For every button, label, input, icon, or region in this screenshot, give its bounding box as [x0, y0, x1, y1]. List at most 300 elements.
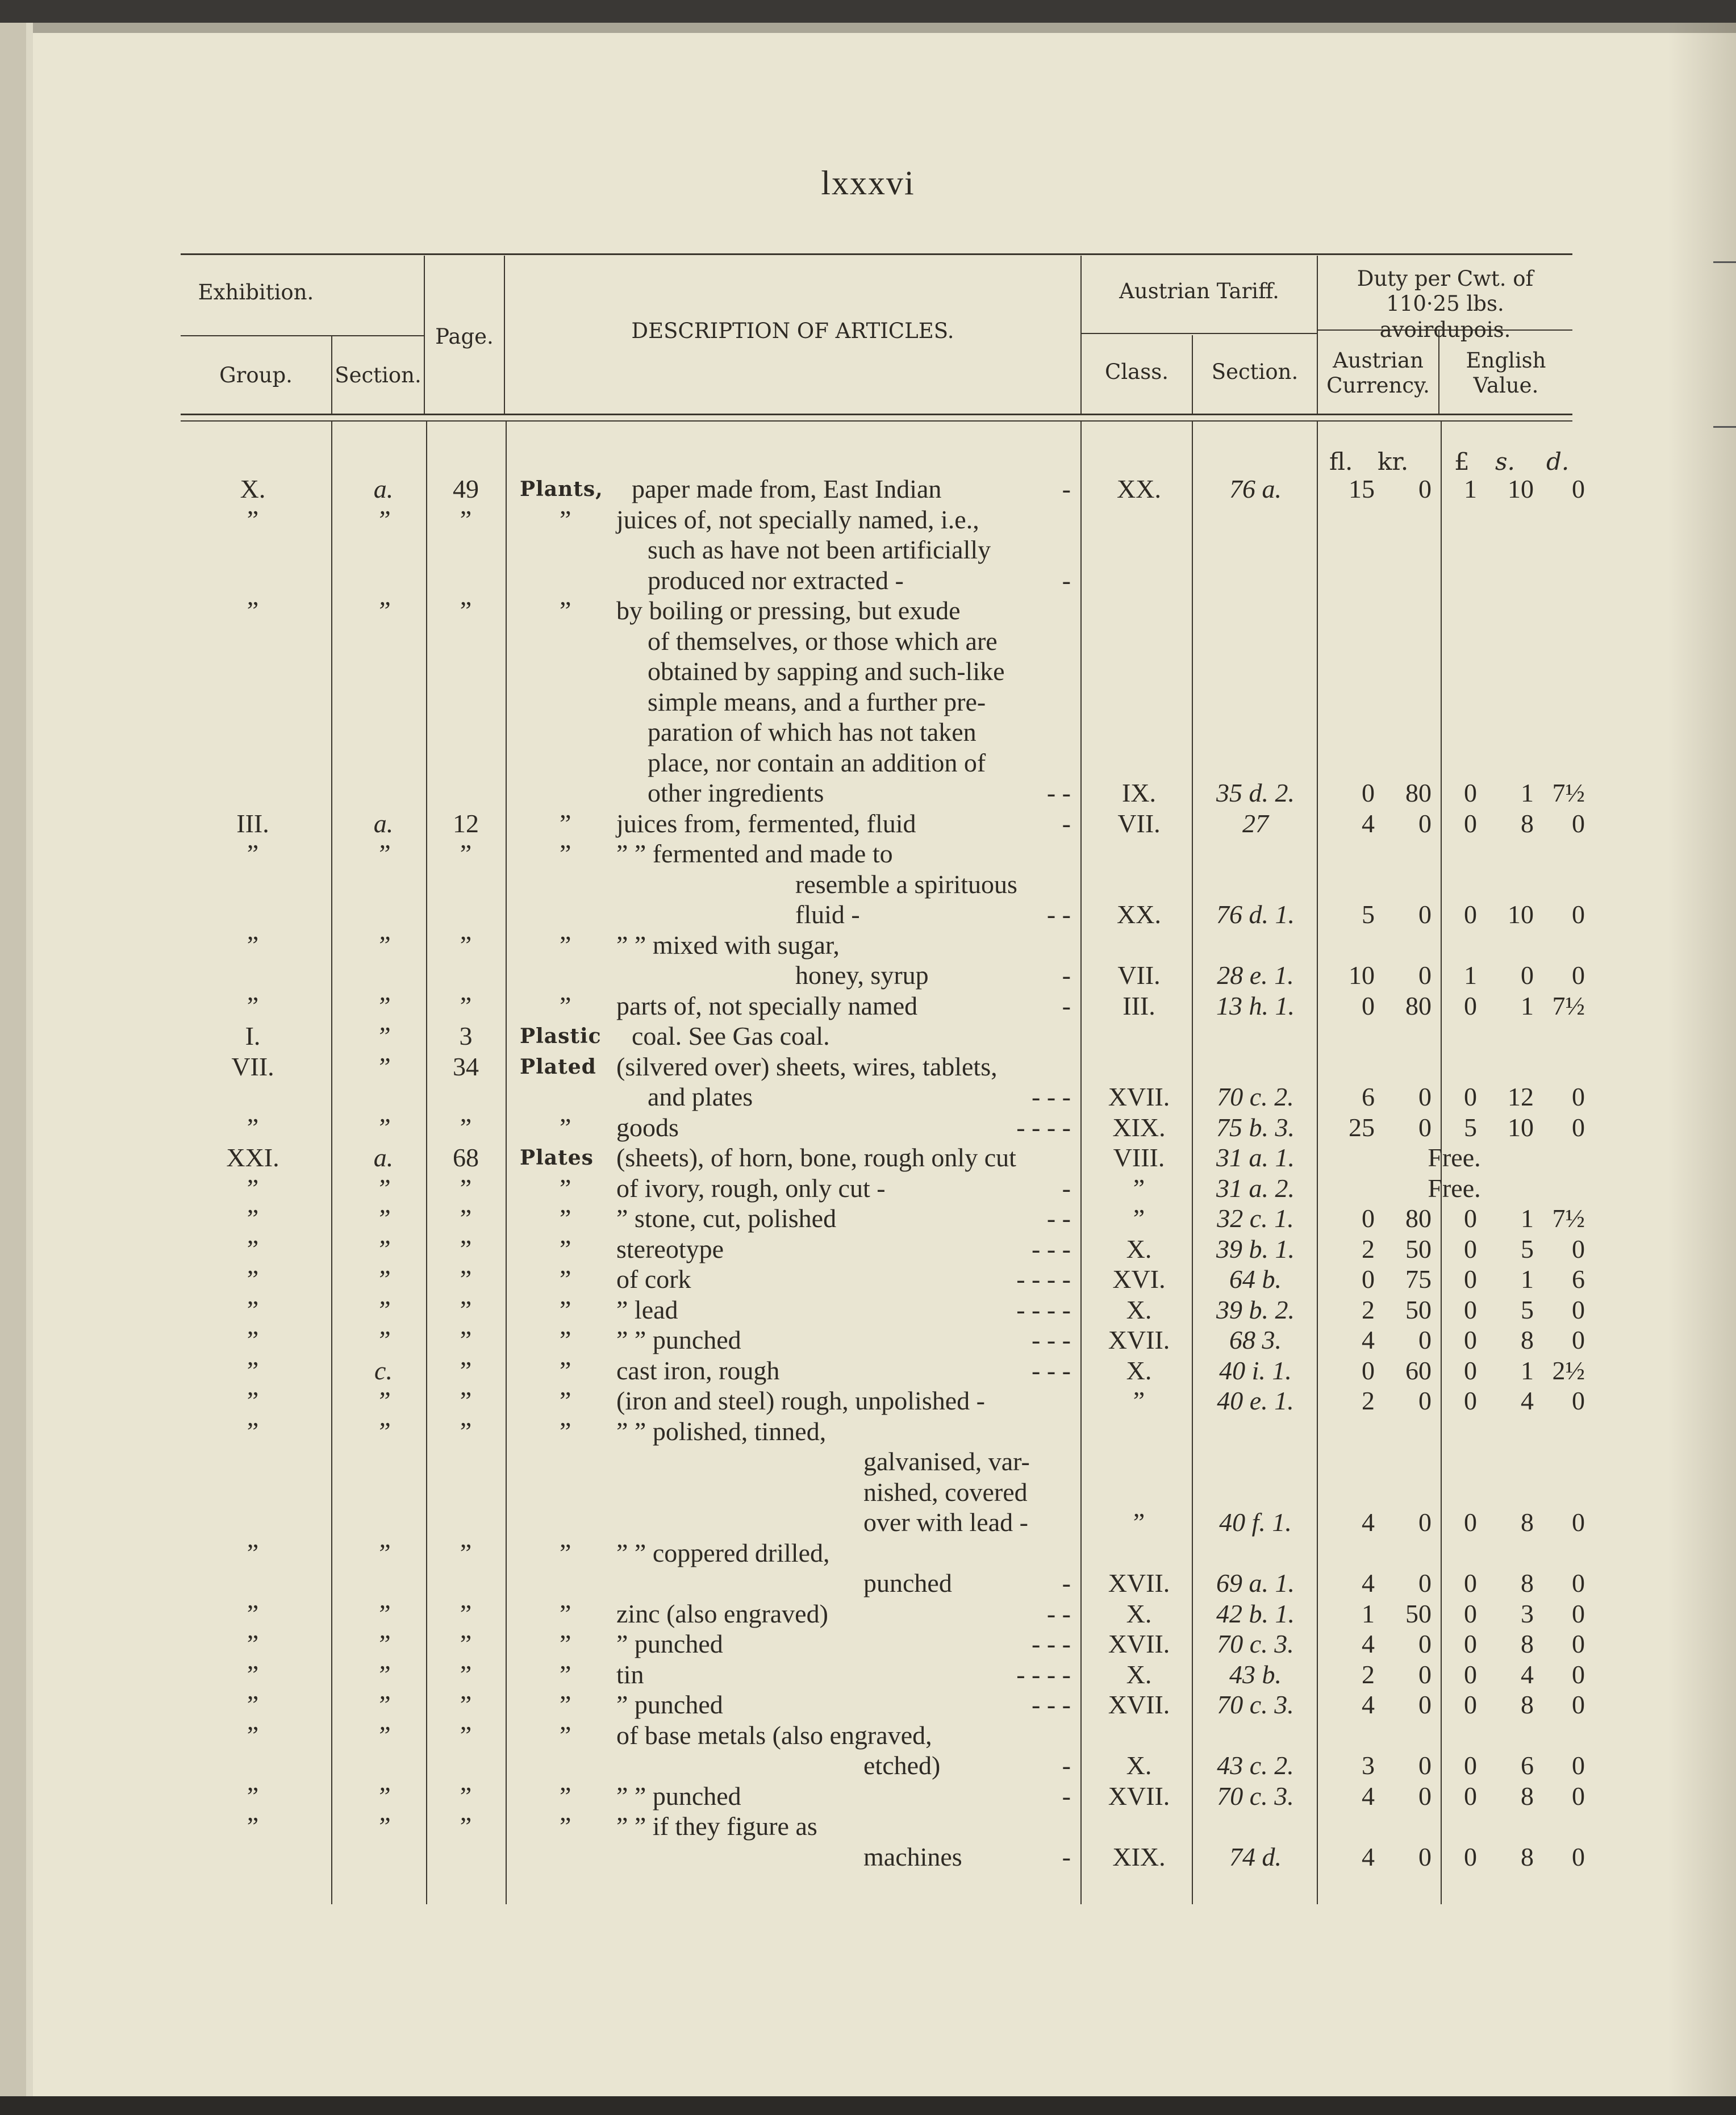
duty-florins: 2 — [1362, 1386, 1375, 1415]
description-cell: stereotype — [616, 1234, 724, 1263]
table-top-rule — [181, 253, 1572, 255]
english-pence: 7½ — [1552, 778, 1585, 807]
page-cell: ” — [460, 596, 472, 625]
english-pence: 0 — [1572, 1781, 1585, 1811]
table-row — [0, 1446, 1736, 1477]
duty-kreuzer: 0 — [1418, 1690, 1432, 1719]
tariff-section-cell: 68 3. — [1229, 1325, 1282, 1354]
table-row — [0, 474, 1736, 504]
tariff-class-cell: ” — [1133, 1508, 1145, 1537]
duty-kreuzer: 0 — [1418, 961, 1432, 990]
english-pounds: 0 — [1464, 1842, 1477, 1871]
ditto-mark: ” — [560, 596, 571, 625]
section-cell: ” — [376, 1173, 391, 1203]
table-row — [0, 1112, 1736, 1143]
group-cell: ” — [247, 930, 259, 960]
tariff-class-cell: X. — [1126, 1751, 1152, 1780]
tariff-section-cell: 70 c. 3. — [1217, 1690, 1294, 1719]
tariff-section-cell: 31 a. 1. — [1216, 1143, 1295, 1172]
description-continuation: nished, covered — [863, 1477, 1028, 1507]
duty-florins: 2 — [1362, 1234, 1375, 1263]
english-pounds: 0 — [1464, 778, 1477, 807]
table-row — [0, 748, 1736, 778]
page-cell: 12 — [453, 808, 479, 838]
duty-kreuzer: 0 — [1418, 1629, 1432, 1658]
table-row — [0, 1416, 1736, 1447]
tariff-section-cell: 40 i. 1. — [1219, 1355, 1292, 1385]
tariff-class-cell: VII. — [1117, 961, 1161, 990]
section-cell: ” — [376, 1720, 391, 1750]
tariff-class-cell: ” — [1133, 1386, 1145, 1415]
duty-kreuzer: 0 — [1418, 1112, 1432, 1142]
tariff-section-cell: 42 b. 1. — [1216, 1599, 1295, 1628]
leader-dash: - - - — [1032, 1355, 1071, 1385]
tariff-section-cell: 32 c. 1. — [1217, 1204, 1294, 1233]
group-cell: ” — [247, 1720, 259, 1750]
table-row — [0, 1659, 1736, 1690]
description-cell: coal. See Gas coal. — [632, 1021, 830, 1050]
english-shillings: 8 — [1521, 1842, 1534, 1871]
page-cell: 3 — [459, 1021, 473, 1050]
description-cell: ” lead — [616, 1295, 678, 1324]
ditto-mark: ” — [560, 1629, 571, 1658]
table-row — [0, 1203, 1736, 1234]
tariff-section-cell: 31 a. 2. — [1216, 1173, 1295, 1203]
description-continuation: paration of which has not taken — [648, 717, 976, 746]
table-row — [0, 1021, 1736, 1052]
section-cell: ” — [376, 1234, 391, 1263]
english-shillings: 1 — [1521, 1265, 1534, 1294]
table-row — [0, 656, 1736, 687]
group-cell: ” — [247, 1234, 259, 1263]
group-cell: X. — [240, 474, 266, 503]
table-row — [0, 565, 1736, 596]
description-cell: goods — [616, 1112, 679, 1142]
english-pounds: 1 — [1464, 474, 1477, 503]
header-duty-line1: Duty per Cwt. of — [1357, 266, 1534, 291]
ditto-mark: ” — [560, 930, 571, 960]
ditto-mark: ” — [560, 1720, 571, 1750]
english-shillings: 10 — [1508, 900, 1534, 929]
ditto-mark: ” — [560, 504, 571, 534]
english-shillings: 1 — [1521, 1204, 1534, 1233]
header-bottom-rule-2 — [181, 420, 1572, 422]
margin-mark — [1713, 261, 1736, 263]
tariff-class-cell: XVII. — [1108, 1568, 1170, 1597]
header-duty-line2: 110·25 lbs. avoirdupois. — [1379, 291, 1511, 342]
description-cell: ” ” punched — [616, 1325, 741, 1354]
duty-florins: 2 — [1362, 1295, 1375, 1324]
page-cell: ” — [460, 1295, 472, 1324]
english-pounds: 0 — [1464, 1082, 1477, 1111]
table-row — [0, 778, 1736, 808]
section-cell: a. — [373, 808, 394, 838]
english-pounds: 0 — [1464, 1295, 1477, 1324]
section-cell: ” — [376, 596, 391, 625]
tariff-section-cell: 39 b. 1. — [1216, 1234, 1295, 1263]
duty-free-cell: Free. — [1428, 1143, 1481, 1172]
ditto-mark: ” — [560, 1781, 571, 1811]
header-austrian-currency-1: Austrian — [1333, 348, 1424, 373]
ditto-mark: ” — [560, 1416, 571, 1446]
table-row — [0, 1325, 1736, 1355]
description-continuation: resemble a spirituous — [795, 869, 1017, 899]
table-row — [0, 1599, 1736, 1629]
english-shillings: 10 — [1508, 1112, 1534, 1142]
group-cell: ” — [247, 839, 259, 868]
leader-dash: - - - - — [1016, 1659, 1071, 1689]
description-cell: juices of, not specially named, i.e., — [616, 504, 979, 534]
english-pounds: 0 — [1464, 1659, 1477, 1689]
group-cell: ” — [247, 1355, 259, 1385]
unit-fl: fl. — [1329, 448, 1353, 475]
group-cell: ” — [247, 1112, 259, 1142]
tariff-class-cell: IX. — [1121, 778, 1157, 807]
table-row — [0, 991, 1736, 1021]
article-heading: Plants, — [520, 477, 603, 501]
page-cell: ” — [460, 504, 472, 534]
duty-florins: 15 — [1349, 474, 1375, 503]
tariff-class-cell: X. — [1126, 1355, 1152, 1385]
section-cell: ” — [376, 1781, 391, 1811]
section-cell: ” — [376, 1416, 391, 1446]
english-pounds: 0 — [1464, 1325, 1477, 1354]
description-continuation: simple means, and a further pre- — [648, 687, 986, 716]
leader-dash: - - - - — [1016, 1295, 1071, 1324]
description-continuation: honey, syrup — [795, 961, 929, 990]
header-exhibition: Exhibition. — [198, 280, 314, 304]
tariff-class-cell: III. — [1122, 991, 1155, 1020]
english-shillings: 0 — [1521, 961, 1534, 990]
description-cell: (sheets), of horn, bone, rough only cut — [616, 1143, 1016, 1172]
leader-dash: - - - — [1032, 1690, 1071, 1719]
english-pounds: 0 — [1464, 1781, 1477, 1811]
tariff-class-cell: XVII. — [1108, 1629, 1170, 1658]
english-pounds: 0 — [1464, 1265, 1477, 1294]
tariff-section-cell: 43 c. 2. — [1217, 1751, 1294, 1780]
ditto-mark: ” — [560, 1265, 571, 1294]
duty-kreuzer: 0 — [1418, 1659, 1432, 1689]
tariff-section-cell: 76 d. 1. — [1216, 900, 1295, 929]
duty-florins: 4 — [1362, 1568, 1375, 1597]
table-row — [0, 1781, 1736, 1812]
group-cell: ” — [247, 1538, 259, 1567]
table-row — [0, 717, 1736, 748]
english-pence: 2½ — [1552, 1355, 1585, 1385]
english-shillings: 8 — [1521, 1508, 1534, 1537]
article-heading: Plated — [520, 1054, 596, 1079]
group-cell: VII. — [231, 1052, 274, 1081]
table-row — [0, 687, 1736, 717]
group-cell: ” — [247, 1204, 259, 1233]
tariff-class-cell: XVII. — [1108, 1325, 1170, 1354]
duty-kreuzer: 50 — [1405, 1295, 1432, 1324]
english-pence: 7½ — [1552, 1204, 1585, 1233]
english-shillings: 5 — [1521, 1234, 1534, 1263]
description-continuation: punched — [863, 1568, 952, 1597]
english-shillings: 4 — [1521, 1386, 1534, 1415]
unit-shilling: s. — [1495, 448, 1515, 475]
group-cell: XXI. — [226, 1143, 279, 1172]
english-pounds: 0 — [1464, 991, 1477, 1020]
duty-florins: 25 — [1349, 1112, 1375, 1142]
english-pounds: 0 — [1464, 1355, 1477, 1385]
table-row — [0, 1690, 1736, 1720]
tariff-section-cell: 39 b. 2. — [1216, 1295, 1295, 1324]
description-continuation: other ingredients — [648, 778, 824, 807]
description-cell: (iron and steel) rough, unpolished - — [616, 1386, 985, 1415]
english-pounds: 0 — [1464, 1234, 1477, 1263]
group-cell: ” — [247, 1629, 259, 1658]
leader-dash: - — [1062, 1173, 1071, 1203]
table-row — [0, 1477, 1736, 1508]
group-cell: I. — [245, 1021, 261, 1050]
english-pence: 0 — [1572, 1325, 1585, 1354]
description-cell: paper made from, East Indian — [632, 474, 942, 503]
tariff-section-cell: 74 d. — [1229, 1842, 1282, 1871]
exhibition-rule — [181, 335, 424, 336]
header-bottom-rule — [181, 414, 1572, 415]
tariff-class-cell: XVI. — [1112, 1265, 1166, 1294]
description-continuation: fluid - — [795, 900, 860, 929]
page-cell: ” — [460, 1599, 472, 1628]
duty-florins: 4 — [1362, 808, 1375, 838]
duty-kreuzer: 0 — [1418, 1508, 1432, 1537]
ditto-mark: ” — [560, 1355, 571, 1385]
tariff-class-cell: VII. — [1117, 808, 1161, 838]
english-shillings: 5 — [1521, 1295, 1534, 1324]
duty-florins: 0 — [1362, 1355, 1375, 1385]
leader-dash: - — [1062, 565, 1071, 595]
group-cell: ” — [247, 1599, 259, 1628]
english-pence: 0 — [1572, 808, 1585, 838]
english-pence: 0 — [1572, 1751, 1585, 1780]
tariff-class-cell: ” — [1133, 1173, 1145, 1203]
description-cell: ” ” fermented and made to — [616, 839, 893, 868]
table-row — [0, 1538, 1736, 1568]
page-cell: ” — [460, 1781, 472, 1811]
scan-top-edge — [0, 23, 1736, 33]
description-continuation: of themselves, or those which are — [648, 626, 998, 656]
ditto-mark: ” — [560, 1538, 571, 1567]
duty-florins: 4 — [1362, 1690, 1375, 1719]
description-cell: ” ” polished, tinned, — [616, 1416, 827, 1446]
section-cell: c. — [374, 1355, 393, 1385]
unit-pence: d. — [1546, 448, 1570, 475]
description-cell: tin — [616, 1659, 644, 1689]
group-cell: ” — [247, 1325, 259, 1354]
tariff-class-cell: XVII. — [1108, 1082, 1170, 1111]
leader-dash: - - - - — [1016, 1112, 1071, 1142]
duty-kreuzer: 0 — [1418, 1325, 1432, 1354]
leader-dash: - - — [1046, 1204, 1071, 1233]
english-shillings: 12 — [1508, 1082, 1534, 1111]
leader-dash: - — [1062, 1842, 1071, 1871]
table-row — [0, 1264, 1736, 1295]
ditto-mark: ” — [560, 1812, 571, 1841]
duty-florins: 4 — [1362, 1629, 1375, 1658]
group-cell: ” — [247, 1416, 259, 1446]
header-austrian-tariff: Austrian Tariff. — [1119, 279, 1279, 303]
table-row — [0, 869, 1736, 900]
english-shillings: 10 — [1508, 474, 1534, 503]
table-row — [0, 1629, 1736, 1659]
section-cell: ” — [376, 1599, 391, 1628]
duty-kreuzer: 50 — [1405, 1599, 1432, 1628]
ditto-mark: ” — [560, 1659, 571, 1689]
tariff-section-cell: 40 f. 1. — [1219, 1508, 1292, 1537]
tariff-class-cell: X. — [1126, 1599, 1152, 1628]
english-shillings: 8 — [1521, 1781, 1534, 1811]
tariff-section-cell: 69 a. 1. — [1216, 1568, 1295, 1597]
group-cell: ” — [247, 1295, 259, 1324]
english-shillings: 1 — [1521, 991, 1534, 1020]
description-continuation: place, nor contain an addition of — [648, 748, 986, 777]
page-cell: ” — [460, 1690, 472, 1719]
table-row — [0, 1173, 1736, 1204]
tariff-section-cell: 35 d. 2. — [1216, 778, 1295, 807]
tariff-class-cell: XX. — [1117, 900, 1161, 929]
english-pounds: 0 — [1464, 1599, 1477, 1628]
ditto-mark: ” — [560, 1173, 571, 1203]
page-cell: ” — [460, 1173, 472, 1203]
tariff-class-cell: XX. — [1117, 474, 1161, 503]
english-pence: 0 — [1572, 1842, 1585, 1871]
ditto-mark: ” — [560, 808, 571, 838]
leader-dash: - — [1062, 808, 1071, 838]
duty-kreuzer: 0 — [1418, 474, 1432, 503]
ditto-mark: ” — [560, 991, 571, 1020]
duty-kreuzer: 0 — [1418, 1082, 1432, 1111]
leader-dash: - - — [1046, 900, 1071, 929]
ditto-mark: ” — [560, 1112, 571, 1142]
table-row — [0, 839, 1736, 869]
table-row — [0, 1142, 1736, 1173]
group-cell: ” — [247, 596, 259, 625]
page-cell: ” — [460, 1629, 472, 1658]
duty-florins: 5 — [1362, 900, 1375, 929]
ditto-mark: ” — [560, 1295, 571, 1324]
table-row — [0, 504, 1736, 535]
duty-kreuzer: 60 — [1405, 1355, 1432, 1385]
english-pounds: 0 — [1464, 900, 1477, 929]
duty-free-cell: Free. — [1428, 1173, 1481, 1203]
english-pence: 7½ — [1552, 991, 1585, 1020]
table-row — [0, 930, 1736, 961]
duty-kreuzer: 75 — [1405, 1265, 1432, 1294]
english-pounds: 0 — [1464, 1508, 1477, 1537]
tariff-section-cell: 13 h. 1. — [1216, 991, 1295, 1020]
ditto-mark: ” — [560, 1325, 571, 1354]
english-pence: 0 — [1572, 1599, 1585, 1628]
tariff-section-cell: 70 c. 3. — [1217, 1629, 1294, 1658]
header-english-value-2: Value. — [1473, 373, 1539, 398]
section-cell: ” — [376, 839, 391, 868]
section-cell: ” — [376, 1659, 391, 1689]
tariff-class-cell: X. — [1126, 1295, 1152, 1324]
duty-florins: 4 — [1362, 1842, 1375, 1871]
table-row — [0, 595, 1736, 626]
tariff-section-cell: 75 b. 3. — [1216, 1112, 1295, 1142]
table-row — [0, 1507, 1736, 1538]
duty-florins: 0 — [1362, 1204, 1375, 1233]
header-tariff-section: Section. — [1211, 360, 1299, 384]
tariff-class-cell: XVII. — [1108, 1690, 1170, 1719]
section-cell: ” — [376, 1052, 391, 1081]
duty-kreuzer: 0 — [1418, 1781, 1432, 1811]
section-cell: ” — [376, 1386, 391, 1415]
leader-dash: - - - — [1032, 1325, 1071, 1354]
description-cell: cast iron, rough — [616, 1355, 780, 1385]
english-shillings: 8 — [1521, 1690, 1534, 1719]
english-pence: 0 — [1572, 1234, 1585, 1263]
leader-dash: - — [1062, 474, 1071, 503]
english-pence: 0 — [1572, 474, 1585, 503]
group-cell: ” — [247, 504, 259, 534]
description-cell: by boiling or pressing, but exude — [616, 596, 961, 625]
ditto-mark: ” — [560, 1599, 571, 1628]
english-pence: 6 — [1572, 1265, 1585, 1294]
english-pounds: 0 — [1464, 1204, 1477, 1233]
english-shillings: 8 — [1521, 808, 1534, 838]
section-cell: ” — [376, 1812, 391, 1841]
group-cell: ” — [247, 991, 259, 1020]
leader-dash: - — [1062, 961, 1071, 990]
tariff-rule — [1080, 333, 1317, 334]
duty-kreuzer: 0 — [1418, 808, 1432, 838]
english-pounds: 1 — [1464, 961, 1477, 990]
description-cell: ” punched — [616, 1690, 723, 1719]
page-cell: ” — [460, 1234, 472, 1263]
table-row — [0, 1811, 1736, 1842]
english-pounds: 0 — [1464, 808, 1477, 838]
leader-dash: - - - — [1032, 1082, 1071, 1111]
group-cell: ” — [247, 1386, 259, 1415]
tariff-class-cell: XIX. — [1112, 1112, 1166, 1142]
table-row — [0, 1720, 1736, 1751]
english-shillings: 1 — [1521, 1355, 1534, 1385]
tariff-section-cell: 64 b. — [1229, 1265, 1282, 1294]
header-description: DESCRIPTION OF ARTICLES. — [631, 319, 954, 343]
page-cell: ” — [460, 930, 472, 960]
english-pounds: 5 — [1464, 1112, 1477, 1142]
english-shillings: 8 — [1521, 1568, 1534, 1597]
article-heading: Plates — [520, 1146, 594, 1170]
english-pounds: 0 — [1464, 1568, 1477, 1597]
description-cell: ” ” punched — [616, 1781, 741, 1811]
tariff-section-cell: 76 a. — [1229, 474, 1282, 503]
table-row — [0, 535, 1736, 565]
description-cell: ” ” coppered drilled, — [616, 1538, 830, 1567]
section-cell: ” — [376, 1265, 391, 1294]
margin-mark — [1713, 426, 1736, 428]
header-section: Section. — [335, 363, 422, 387]
article-heading: Plastic — [520, 1024, 602, 1048]
ditto-mark: ” — [560, 1386, 571, 1415]
english-shillings: 6 — [1521, 1751, 1534, 1780]
table-row — [0, 1082, 1736, 1112]
page-cell: ” — [460, 1538, 472, 1567]
table-row — [0, 1386, 1736, 1416]
table-row — [0, 1295, 1736, 1325]
page-cell: ” — [460, 1355, 472, 1385]
english-pence: 0 — [1572, 1568, 1585, 1597]
duty-kreuzer: 80 — [1405, 991, 1432, 1020]
english-pence: 0 — [1572, 900, 1585, 929]
description-cell: zinc (also engraved) — [616, 1599, 828, 1628]
english-pence: 0 — [1572, 1690, 1585, 1719]
page-cell: ” — [460, 1812, 472, 1841]
